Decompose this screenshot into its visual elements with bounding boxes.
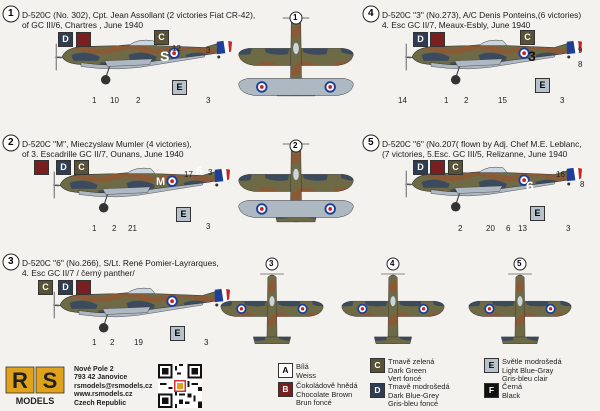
fuselage-code-5: 6 [526, 178, 534, 194]
callout: 3 [206, 46, 211, 55]
profile-2-marker: 2 [8, 137, 14, 148]
company-address: Nové Pole 2 793 42 Janovice rsmodels@rsmodels.cz www.rsmodels.cz Czech Republic [74, 366, 153, 407]
callout: 16 [556, 170, 565, 179]
svg-text:S: S [42, 368, 58, 393]
profile-2-under [239, 200, 354, 217]
callout: 9 [578, 46, 583, 55]
badge-p5-e: E [530, 206, 545, 221]
profile-4-marker: 4 [368, 8, 374, 19]
callout: 14 [398, 96, 407, 105]
badge-p2-e: E [176, 207, 191, 222]
badge-p1-d: D [58, 32, 73, 47]
caption-profile-5: D-520C "6" (No.207( flown by Adj. Chef M.E. Leblanc, (7 victories, 5.Esc. GC III/5, Relizanne, June 1940 [382, 139, 582, 159]
callout: 12 [172, 44, 181, 53]
callout: 8 [580, 180, 585, 189]
badge-p2-c: C [74, 160, 89, 175]
callout: 19 [134, 338, 143, 347]
top-view-1-marker: 1 [293, 13, 298, 22]
qr-code [158, 364, 202, 408]
fuselage-code-1: S [160, 48, 170, 64]
badge-p1-b [76, 32, 91, 47]
callout: 3 [560, 96, 565, 105]
caption-profile-3: D-520C "6" (No.266), S/Lt. René Pomier-Layrarques, 4. Esc GC II/7 / černý panther/ [22, 258, 219, 278]
callout: 2 [136, 96, 141, 105]
profile-5-top [469, 274, 571, 344]
callout: 3 [206, 96, 211, 105]
callout: 1 [92, 338, 97, 347]
callout: 17 [184, 170, 193, 179]
badge-p3-e: E [170, 326, 185, 341]
callout: 3 [204, 338, 209, 347]
badge-p4-c: C [520, 30, 535, 45]
badge-p5-d: D [413, 160, 428, 175]
caption-profile-2: D-520C "M", Mieczyslaw Mumler (4 victories), of 3. Escadrille GC II/7, Ounans, June 1940 [22, 139, 192, 159]
callout: 21 [128, 224, 137, 233]
profile-4-top [342, 274, 444, 344]
badge-p1-e: E [172, 80, 187, 95]
badge-p3-d: D [58, 280, 73, 295]
badge-p4-e: E [535, 78, 550, 93]
callout: 3 [208, 168, 213, 177]
badge-p3-c: C [38, 280, 53, 295]
badge-p4-b [430, 32, 445, 47]
callout: 20 [486, 224, 495, 233]
callout: 13 [518, 224, 527, 233]
legend-c: C Tmavě zelená Dark Green Vert foncé [388, 358, 434, 384]
top-view-2-marker: 2 [293, 141, 298, 150]
callout: 15 [498, 96, 507, 105]
callout: 6 [506, 224, 511, 233]
profile-5-marker: 5 [368, 137, 374, 148]
svg-text:R: R [12, 368, 28, 393]
badge-p5-c: C [448, 160, 463, 175]
callout: 1 [92, 224, 97, 233]
badge-p3-b [76, 280, 91, 295]
rs-models-logo [4, 365, 68, 407]
callout: 8 [578, 60, 583, 69]
callout: 2 [112, 224, 117, 233]
callout: 10 [110, 96, 119, 105]
top-view-5-marker: 5 [517, 259, 522, 268]
callout: 2 [464, 96, 469, 105]
caption-profile-1: D-520C (No. 302), Cpt. Jean Assollant (2 victories Fiat CR-42), of GC III/6, Chartres , June 1940 [22, 10, 256, 30]
profile-3-top [221, 274, 323, 344]
legend-f: F Černá Black [502, 383, 522, 400]
badge-p4-d: D [413, 32, 428, 47]
caption-profile-4: D-520C "3" (No.273), A/C Denis Ponteins,(6 victories) 4. Esc GC II/7, Meaux-Esbly, June 1940 [382, 10, 582, 30]
callout: 1 [92, 96, 97, 105]
badge-p2-d: D [56, 160, 71, 175]
profile-3-marker: 3 [8, 256, 14, 267]
callout: 1 [444, 96, 449, 105]
callout: 2 [458, 224, 463, 233]
callout: 3 [566, 224, 571, 233]
top-view-4-marker: 4 [390, 259, 395, 268]
profile-1-marker: 1 [8, 8, 14, 19]
badge-p5-b [430, 160, 445, 175]
callout: 3 [206, 222, 211, 231]
svg-text:MODELS: MODELS [15, 396, 55, 406]
top-view-3-marker: 3 [269, 259, 274, 268]
badge-p1-c: C [154, 30, 169, 45]
legend-e: E Světle modrošedá Light Blue-Gray Gris-bleu clair [502, 358, 562, 384]
callout: 2 [110, 338, 115, 347]
fuselage-code-4: 3 [528, 48, 536, 64]
legend-d: D Tmavě modrošedá Dark Blue-Grey Gris-bleu foncé [388, 383, 450, 409]
legend-b: B Čokoládově hnědá Chocolate Brown Brun foncé [296, 382, 358, 408]
fuselage-code-2b: 6 [196, 165, 203, 177]
fuselage-code-2: M [156, 176, 166, 188]
profile-1-under [239, 78, 354, 95]
badge-p2-b [34, 160, 49, 175]
legend-a: A Bílá Weiss [296, 363, 316, 380]
